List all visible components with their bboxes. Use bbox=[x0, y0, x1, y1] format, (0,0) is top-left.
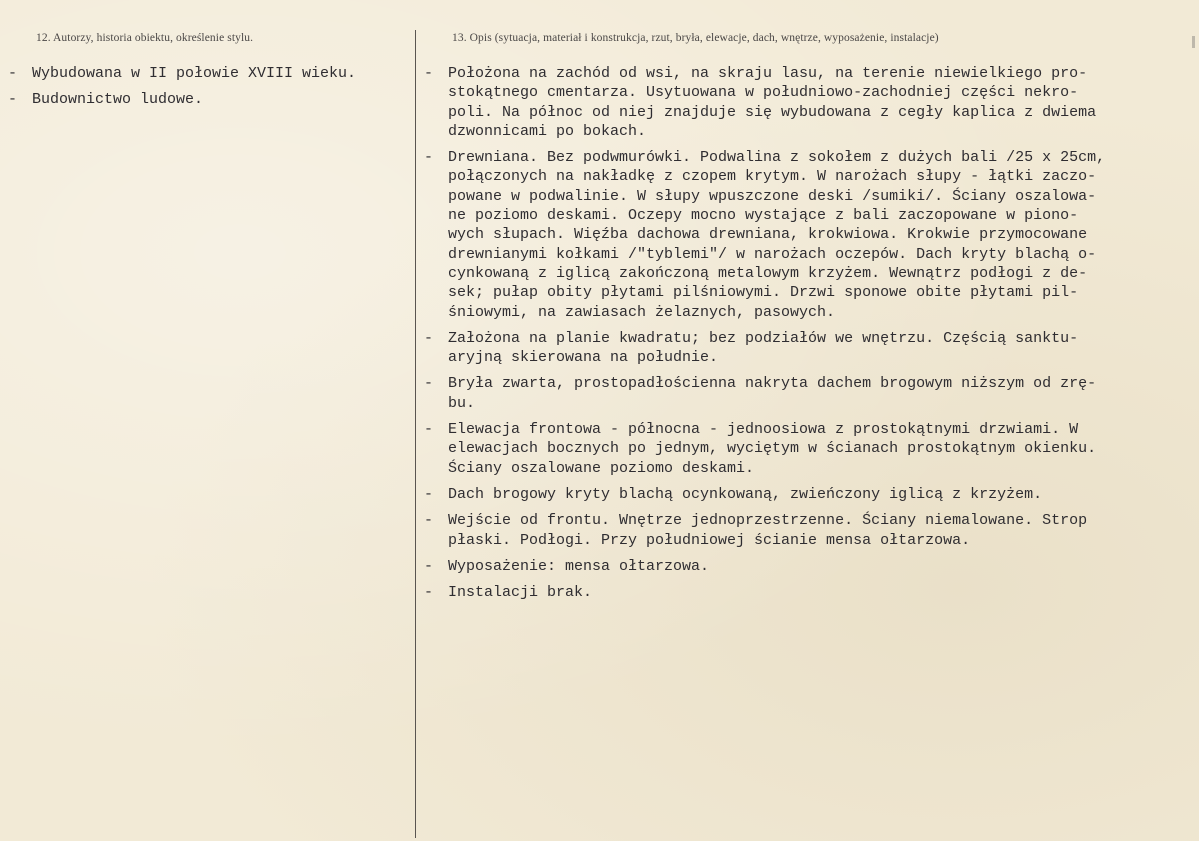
list-item bbox=[424, 374, 1194, 413]
text-line: Drewniana. Bez podwmurówki. Podwalina z sokołem z dużych bali /25 x 25cm, bbox=[448, 149, 1106, 167]
authors-history-style-column bbox=[8, 64, 408, 117]
text-line: Elewacja frontowa - północna - jednoosiowa z prostokątnymi drzwiami. W bbox=[448, 421, 1079, 439]
text-line: Instalacji brak. bbox=[448, 584, 593, 602]
list-item bbox=[424, 64, 1194, 141]
list-item-text bbox=[32, 64, 408, 83]
bullet-dash: - bbox=[424, 557, 434, 575]
text-line: wych słupach. Więźba dachowa drewniana, krokwiowa. Krokwie przymocowane bbox=[448, 226, 1088, 244]
text-line: płaski. Podłogi. Przy południowej ścianie mensa ołtarzowa. bbox=[448, 531, 971, 549]
list-item bbox=[8, 90, 408, 109]
bullet-dash: - bbox=[424, 65, 434, 82]
text-line: połączonych na nakładkę z czopem krytym. W narożach słupy - łątki zaczo- bbox=[448, 168, 1097, 186]
bullet-dash: - bbox=[424, 584, 434, 602]
list-item-text bbox=[448, 64, 1194, 141]
list-item-text bbox=[448, 148, 1194, 322]
bullet-dash: - bbox=[8, 91, 18, 109]
list-item-text bbox=[448, 329, 1194, 368]
text-line: drewnianymi kołkami /"tyblemi"/ w narożach oczepów. Dach kryty blachą o- bbox=[448, 245, 1097, 263]
list-item-text bbox=[448, 583, 1194, 602]
bullet-dash: - bbox=[424, 375, 434, 393]
text-line: sek; pułap obity płytami pilśniowymi. Drzwi sponowe obite płytami pil- bbox=[448, 284, 1079, 302]
text-line: elewacjach bocznych po jednym, wyciętym w ścianach prostokątnym okienku. bbox=[448, 440, 1097, 458]
list-item bbox=[8, 64, 408, 83]
text-line: śniowymi, na zawiasach żelaznych, pasowych. bbox=[448, 303, 836, 321]
text-line: bu. bbox=[448, 394, 476, 412]
text-line: Wybudowana w II połowie XVIII wieku. bbox=[32, 65, 357, 82]
text-line: Dach brogowy kryty blachą ocynkowaną, zwieńczony iglicą z krzyżem. bbox=[448, 485, 1043, 503]
list-item bbox=[424, 485, 1194, 504]
text-line: stokątnego cmentarza. Usytuowana w południowo-zachodniej części nekro- bbox=[448, 84, 1079, 102]
text-line: ne poziomo deskami. Oczepy mocno wystające z bali zaczopowane w piono- bbox=[448, 207, 1079, 225]
list-item bbox=[424, 511, 1194, 550]
text-line: aryjną skierowana na południe. bbox=[448, 349, 719, 367]
list-item-text bbox=[448, 374, 1194, 413]
text-line: Założona na planie kwadratu; bez podziałów we wnętrzu. Częścią sanktu- bbox=[448, 329, 1079, 347]
list-item-text bbox=[448, 557, 1194, 576]
list-item bbox=[424, 329, 1194, 368]
field-12-label: 12. Autorzy, historia obiektu, określenie stylu. bbox=[36, 32, 254, 44]
bullet-dash: - bbox=[424, 512, 434, 530]
list-item bbox=[424, 557, 1194, 576]
column-divider bbox=[415, 30, 416, 838]
list-item-text bbox=[448, 511, 1194, 550]
text-line: Bryła zwarta, prostopadłościenna nakryta dachem brogowym niższym od zrę- bbox=[448, 375, 1097, 393]
list-item bbox=[424, 420, 1194, 478]
bullet-dash: - bbox=[8, 65, 18, 82]
text-line: Wyposażenie: mensa ołtarzowa. bbox=[448, 557, 710, 575]
bullet-dash: - bbox=[424, 149, 434, 167]
text-line: Ściany oszalowane poziomo deskami. bbox=[448, 459, 755, 477]
bullet-dash: - bbox=[424, 329, 434, 347]
field-13-label: 13. Opis (sytuacja, materiał i konstrukcja, rzut, bryła, elewacje, dach, wnętrze, wyposażenie, instalacje) bbox=[452, 32, 939, 44]
list-item-text bbox=[32, 90, 408, 109]
bullet-dash: - bbox=[424, 421, 434, 439]
list-item bbox=[424, 583, 1194, 602]
bullet-dash: - bbox=[424, 485, 434, 503]
text-line: poli. Na północ od niej znajduje się wybudowana z cegły kaplica z dwiema bbox=[448, 103, 1097, 121]
edge-mark bbox=[1192, 36, 1195, 48]
text-line: Wejście od frontu. Wnętrze jednoprzestrzenne. Ściany niemalowane. Strop bbox=[448, 512, 1088, 530]
text-line: Budownictwo ludowe. bbox=[32, 91, 204, 109]
list-item-text bbox=[448, 485, 1194, 504]
description-column bbox=[424, 64, 1194, 609]
text-line: cynkowaną z iglicą zakończoną metalowym krzyżem. Wewnątrz podłogi z de- bbox=[448, 264, 1088, 282]
text-line: dzwonnicami po bokach. bbox=[448, 122, 647, 140]
text-line: Położona na zachód od wsi, na skraju lasu, na terenie niewielkiego pro- bbox=[448, 65, 1088, 82]
text-line: powane w podwalinie. W słupy wpuszczone deski /sumiki/. Ściany oszalowa- bbox=[448, 187, 1097, 205]
list-item bbox=[424, 148, 1194, 322]
list-item-text bbox=[448, 420, 1194, 478]
